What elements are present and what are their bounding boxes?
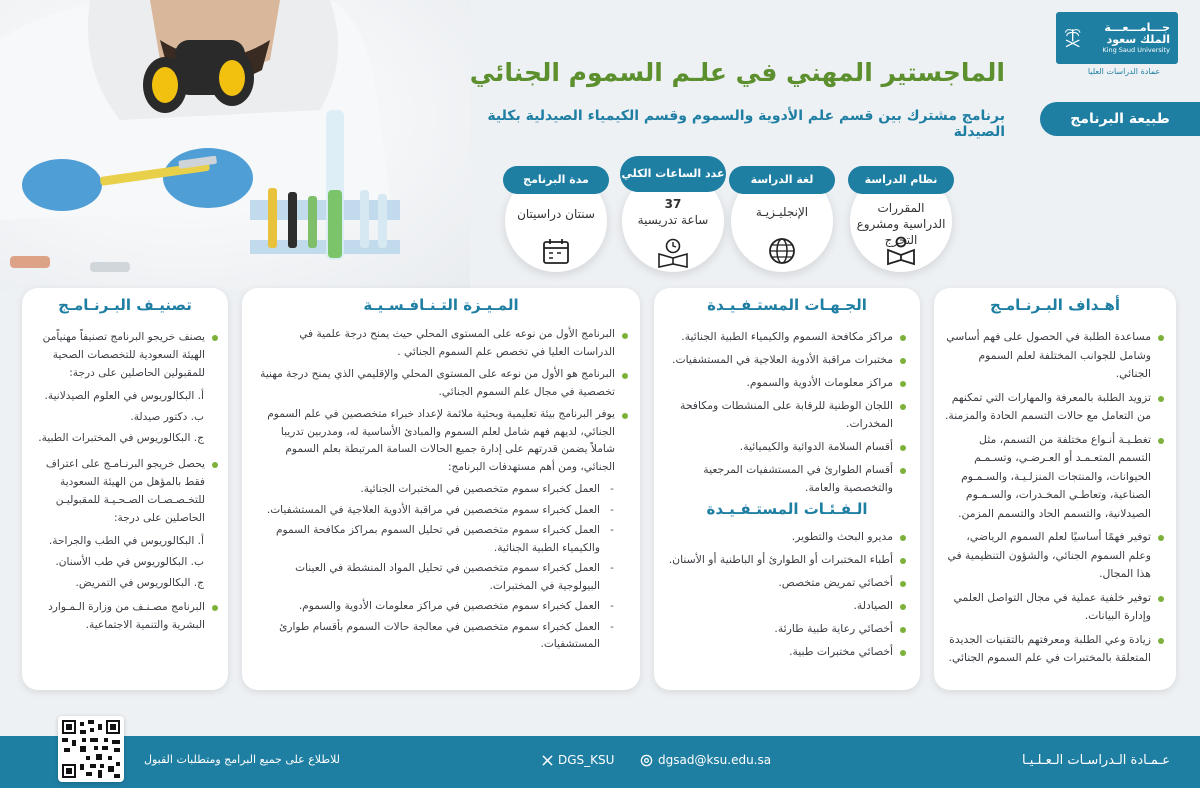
list-item: مراكز مكافحة السموم والكيمياء الطبية الجنائية. <box>666 328 906 346</box>
list-item: الصيادلة. <box>666 597 906 615</box>
info-value: الإنجليـزيـة <box>755 205 809 219</box>
info-value: ساعة تدريسية <box>637 213 709 227</box>
logo-dept-name: عمادة الدراسات العليا <box>1087 67 1161 76</box>
list-item: مساعدة الطلبة في الحصول على فهم أساسي وشامل للجوانب المختلفة لعلم السموم الجنائي. <box>944 328 1164 384</box>
info-study-language <box>731 170 833 272</box>
list-item: يصنف خريجو البرنامج تصنيفاً مهنياًمن الهيئة السعودية للتخصصات الصحية للمقبولين الحاصلين على درجة: <box>32 328 218 382</box>
list-item: اللجان الوطنية للرقابة على المنشطات ومكافحة المخدرات. <box>666 397 906 433</box>
list-item: مختبرات مراقبة الأدوية العلاجية في المستشفيات. <box>666 351 906 369</box>
classification-title: تصنيـف البـرنـامـج <box>58 296 192 314</box>
info-label: نظام الدراسة <box>848 166 954 194</box>
sub-list-item: - العمل كخبراء سموم متخصصين في تحليل السموم بمراكز مكافحة السموم والكيمياء الطبية الجنائية. <box>256 522 628 557</box>
goals-list <box>944 328 1164 673</box>
qr-code-icon <box>62 720 120 778</box>
footer-bar <box>0 736 1200 788</box>
program-nature-label: طبيعة البرنامج <box>1040 102 1200 136</box>
beneficiaries-card <box>654 288 920 690</box>
info-program-duration <box>505 170 607 272</box>
categories-list <box>666 528 906 666</box>
info-study-system <box>850 170 952 272</box>
beneficiaries-title: الجـهـات المستـفـيـدة <box>707 296 867 314</box>
globe-icon <box>765 236 799 266</box>
footer-email[interactable] <box>640 753 771 767</box>
email-text: dgsad@ksu.edu.sa <box>658 753 772 767</box>
advantage-card <box>242 288 640 690</box>
info-value-number: 37 <box>664 197 682 211</box>
list-item: توفير خلفية عملية في مجال التواصل العلمي وإدارة البيانات. <box>944 589 1164 626</box>
degree-item: أ. البكالوريوس في العلوم الصيدلانية. <box>44 390 204 402</box>
list-item: يحصل خريجو البرنـامـج على اعتراف فقط بالمؤهل من الهيئة السعودية للتخـصـصـات الصـحـيـة للمقبوليـن الحاصلين على درجة: <box>32 455 218 527</box>
info-label: مدة البرنامج <box>503 166 609 194</box>
goals-card <box>934 288 1176 690</box>
degree-item: ج. البكالوريوس في المختبرات الطبية. <box>38 432 204 444</box>
info-total-hours <box>621 167 725 272</box>
footer-twitter[interactable] <box>542 753 614 767</box>
logo-arabic-text: جـــامـــعـــة الملك سعود <box>1104 21 1170 47</box>
list-item: أقسام الطوارئ في المستشفيات المرجعية والتخصصية والعامة. <box>666 461 906 497</box>
list-item: أخصائي تمريض متخصص. <box>666 574 906 592</box>
list-item: زيادة وعي الطلبة ومعرفتهم بالتقنيات الجديدة المتعلقة بالمختبرات في علم السموم الجنائي. <box>944 631 1164 668</box>
university-logo <box>1056 12 1178 64</box>
advantage-list <box>256 326 628 657</box>
page-subtitle: برنامج مشترك بين قسم علم الأدوية والسموم وقسم الكيمياء الصيدلية بكلية الصيدلة <box>487 108 1005 140</box>
list-item: أخصائي رعاية طبية طارئة. <box>666 620 906 638</box>
palm-swords-emblem-icon <box>1064 21 1081 55</box>
sub-list-item: - العمل كخبراء سموم متخصصين في مراكز معلومات الأدوية والسموم. <box>256 598 628 616</box>
list-item: أقسام السلامة الدوائية والكيميائية. <box>666 438 906 456</box>
info-label: عدد الساعات الكلي <box>620 156 726 192</box>
sub-list-item: - العمل كخبراء سموم متخصصين في المختبرات الجنائية. <box>256 481 628 499</box>
info-value: المقررات الدراسية ومشروع التخرج <box>856 201 946 248</box>
categories-title: الـفـئـات المستـفـيـدة <box>706 500 868 518</box>
list-item: توفير فهمًا أساسيًا لعلم السموم الرياضي، وعلم السموم الجنائي، والشؤون التنظيمية في هذا المجال. <box>944 528 1164 584</box>
list-item: البرنامج مصـنـف من وزارة الـمـوارد البشرية والتنمية الاجتماعية. <box>32 598 218 634</box>
calendar-icon <box>539 236 573 266</box>
classification-list <box>32 328 218 639</box>
list-item: أطباء المختبرات أو الطوارئ أو الباطنية أو الأسنان. <box>666 551 906 569</box>
degree-item: ب. البكالوريوس في طب الأسنان. <box>55 556 204 568</box>
list-item: مراكز معلومات الأدوية والسموم. <box>666 374 906 392</box>
info-value: سنتان دراسيتان <box>517 207 595 221</box>
list-item: البرنامج هو الأول من نوعه على المستوى المحلي والإقليمي الذي يمنح درجة مهنية تخصصية في مجال علم السموم الجنائي. <box>256 366 628 401</box>
degree-item: ج. البكالوريوس في التمريض. <box>75 577 204 589</box>
footer-dept: عـمـادة الـدراسـات الـعـلـيـا <box>1022 753 1170 768</box>
degree-item: ب. دكتور صيدلة. <box>130 411 204 423</box>
twitter-handle: DGS_KSU <box>558 753 615 767</box>
goals-title: أهـداف البـرنـامـج <box>989 296 1121 314</box>
degree-item: أ. البكالوريوس في الطب والجراحة. <box>48 535 204 547</box>
classification-card <box>22 288 228 690</box>
list-item: مديرو البحث والتطوير. <box>666 528 906 546</box>
sub-list-item: - العمل كخبراء سموم متخصصين في تحليل المواد المنشطة في العينات البيولوجية في المختبرات. <box>256 560 628 595</box>
sub-list-item: - العمل كخبراء سموم متخصصين في معالجة حالات السموم بأقسام طوارئ المستشفيات. <box>256 619 628 654</box>
qr-code[interactable] <box>58 716 124 782</box>
hero-image <box>0 0 470 290</box>
advantage-title: المـيـزة التـنـافـسـيـة <box>363 296 519 314</box>
list-item: أخصائي مختبرات طبية. <box>666 643 906 661</box>
clock-book-icon <box>656 238 690 268</box>
page-title: الماجستير المهني في علـم السموم الجنائي <box>469 58 1005 87</box>
email-icon <box>640 754 653 767</box>
list-item: يوفر البرنامج بيئة تعليمية وبحثية ملائمة لإعداد خبراء متخصصين في علم السموم الجنائي، لديهم فهم شامل لعلم السموم والمبادئ الأساسية له، ومدربين تدريبا شاملاً يضمن قدرتهم على إدارة جميع الحالات السامة المرتبطة بعلم السموم الجنائي، ومن أهم مستهدفات البرنامج: <box>256 406 628 476</box>
beneficiaries-list <box>666 328 906 502</box>
x-logo-icon <box>542 755 553 766</box>
footer-qr-text: للاطلاع على جميع البرامج ومتطلبات القبول <box>144 753 341 766</box>
sub-list-item: - العمل كخبراء سموم متخصصين في مراقبة الأدوية العلاجية في المستشفيات. <box>256 502 628 520</box>
info-label: لغة الدراسة <box>729 166 835 194</box>
list-item: البرنامج الأول من نوعه على المستوى المحلي حيث يمنح درجة علمية في الدراسات العليا في تخصص علم السموم الجنائي . <box>256 326 628 361</box>
logo-english-text: King Saud University <box>1102 45 1170 54</box>
reading-person-icon <box>884 236 918 266</box>
list-item: تغطـيـة أنـواع مختلفة من التسمم، مثل التسمم المتعـمـد أو العـرضـي، وتسـمـم الحيوانات، والمنتجات المنزلـيـة، والسـمـوم الصناعية، وتعاطـي المخـدرات، والسـمـوم الصيدلانية، والتسمم الحاد والتسمم المزمن. <box>944 431 1164 524</box>
list-item: تزويد الطلبة بالمعرفة والمهارات التي تمكنهم من التعامل مع حالات التسمم الحادة والمزمنة. <box>944 389 1164 426</box>
